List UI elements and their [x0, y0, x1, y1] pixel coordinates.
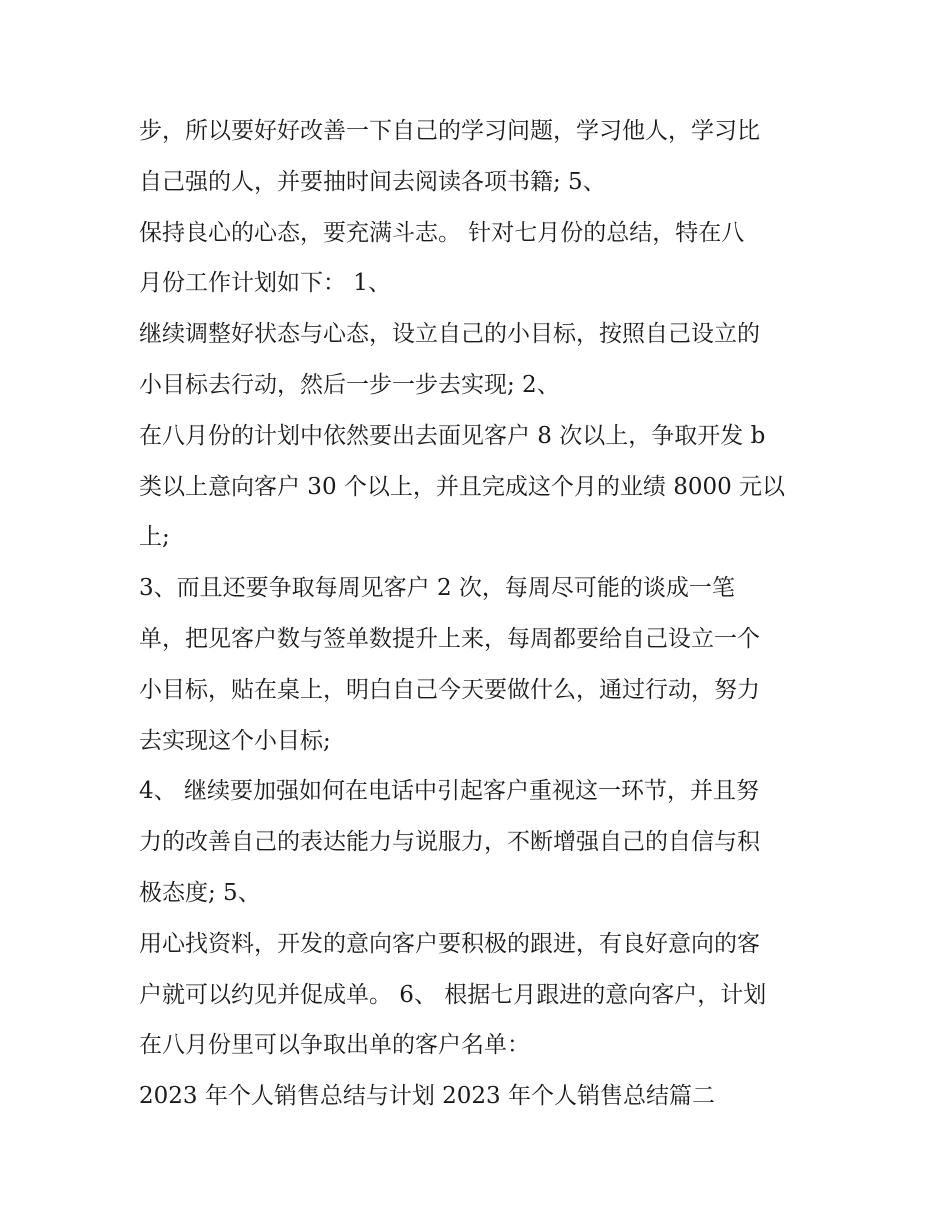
body-text	[139, 106, 829, 1122]
text-line: 上;	[139, 524, 170, 551]
text-line: 类以上意向客户 30 个以上，并且完成这个月的业绩 8000 元以	[139, 473, 786, 500]
text-line: 力的改善自己的表达能力与说服力，不断增强自己的自信与积	[139, 829, 760, 856]
text-line: 单，把见客户数与签单数提升上来，每周都要给自己设立一个	[139, 625, 760, 652]
text-line: 用心找资料，开发的意向客户要积极的跟进，有良好意向的客	[139, 930, 760, 957]
text-line: 小目标，贴在桌上，明白自己今天要做什么，通过行动，努力	[139, 676, 760, 703]
text-line: 3、而且还要争取每周见客户 2 次，每周尽可能的谈成一笔	[139, 575, 735, 602]
text-line: 在八月份的计划中依然要出去面见客户 8 次以上，争取开发 b	[139, 422, 766, 449]
text-line: 月份工作计划如下： 1、	[139, 270, 391, 297]
text-line: 自己强的人，并要抽时间去阅读各项书籍; 5、	[139, 168, 606, 195]
text-line: 步，所以要好好改善一下自己的学习问题，学习他人，学习比	[139, 118, 760, 144]
text-line: 保持良心的心态，要充满斗志。 针对七月份的总结，特在八	[139, 219, 745, 246]
text-line: 极态度; 5、	[139, 879, 261, 906]
text-line: 户就可以约见并促成单。 6、 根据七月跟进的意向客户，计划	[139, 981, 767, 1008]
text-line: 4、 继续要加强如何在电话中引起客户重视这一环节，并且努	[139, 778, 759, 805]
text-line: 去实现这个小目标;	[139, 727, 331, 754]
text-line: 在八月份里可以争取出单的客户名单：	[139, 1032, 530, 1059]
text-line: 小目标去行动，然后一步一步去实现; 2、	[139, 371, 560, 398]
text-line: 继续调整好状态与心态，设立自己的小目标，按照自己设立的	[139, 321, 760, 348]
text-line: 2023 年个人销售总结与计划 2023 年个人销售总结篇二	[139, 1083, 715, 1110]
